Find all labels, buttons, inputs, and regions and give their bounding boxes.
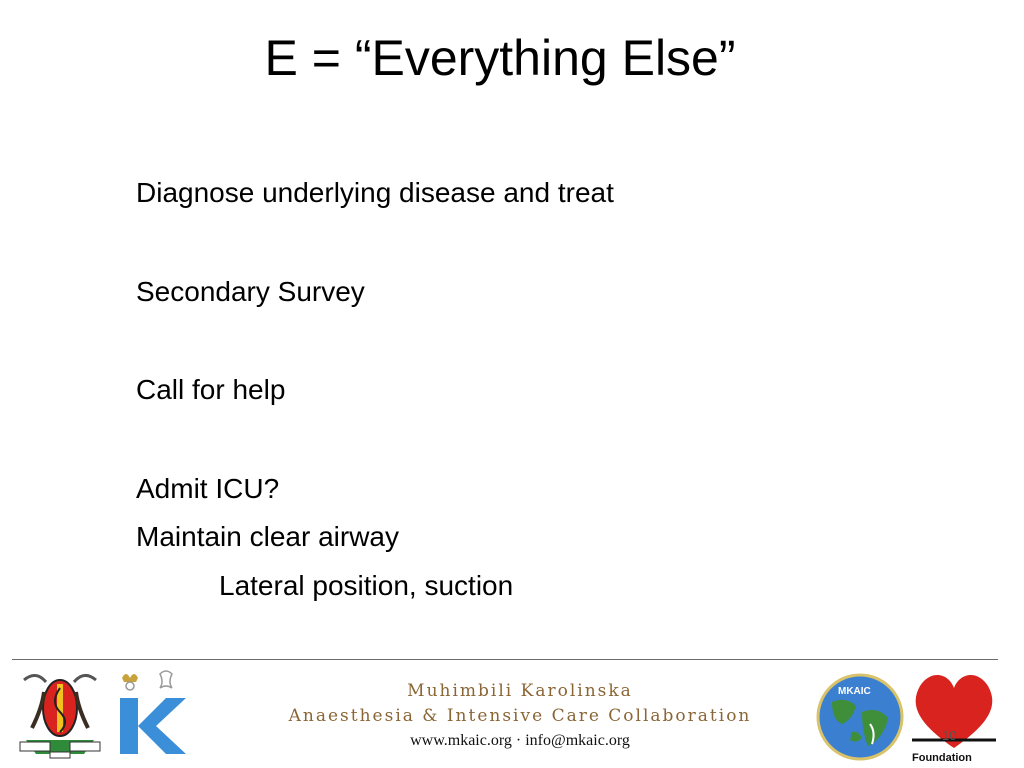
slide-title: E = “Everything Else” xyxy=(264,30,736,86)
bullet-secondary-survey: Secondary Survey xyxy=(136,276,365,307)
foundation-label: Foundation xyxy=(912,752,972,764)
footer-org-line2: Anaesthesia & Intensive Care Collaboration xyxy=(288,706,752,726)
footer-contact: www.mkaic.org · info@mkaic.org xyxy=(410,732,630,749)
karolinska-k-logo xyxy=(112,668,190,760)
sub-bullet-lateral-position: Lateral position, suction xyxy=(219,570,514,601)
footer-org-line1: Muhimbili Karolinska xyxy=(407,681,633,701)
bullet-maintain-airway: Maintain clear airway xyxy=(136,521,399,552)
coat-of-arms-logo xyxy=(14,668,106,760)
bullet-call-for-help: Call for help xyxy=(136,374,286,405)
bullet-diagnose: Diagnose underlying disease and treat xyxy=(136,177,614,208)
bullet-admit-icu: Admit ICU? xyxy=(136,473,280,504)
footer-divider xyxy=(12,659,998,660)
page-number: 10 xyxy=(942,728,957,743)
mkaic-logo-text: MKAIC xyxy=(838,686,871,697)
